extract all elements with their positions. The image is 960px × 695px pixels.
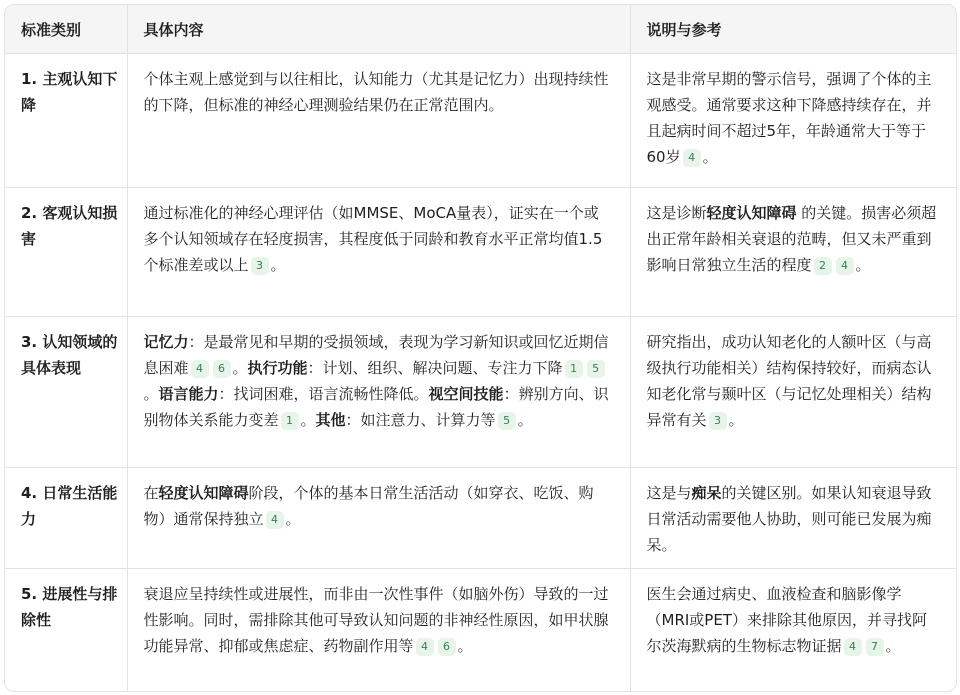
row-content: 衰退应呈持续性或进展性，而非由一次性事件（如脑外伤）导致的一过性影响。同时，需排除其他可导致认知问题的非神经性原因，如甲状腺功能异常、抑郁或焦虑症、药物副作用等 4 6 。 xyxy=(127,569,630,691)
citation-badge[interactable]: 3 xyxy=(251,257,269,275)
citation-badge[interactable]: 1 xyxy=(565,360,583,378)
citation-badge[interactable]: 6 xyxy=(438,638,456,656)
row-note: 这是诊断轻度认知障碍 的关键。损害必须超出正常年龄相关衰退的范畴，但又未严重到影响日常独立生活的程度 2 4 。 xyxy=(630,188,956,317)
bold-term: 其他 xyxy=(315,411,346,429)
row-content: 通过标准化的神经心理评估（如MMSE、MoCA量表），证实在一个或多个认知领域存在轻度损害，其程度低于同龄和教育水平正常均值1.5个标准差或以上 3 。 xyxy=(127,188,630,317)
table-row xyxy=(5,54,956,188)
row-note: 医生会通过病史、血液检查和脑影像学（MRI或PET）来排除其他原因，并寻找阿尔茨海默病的生物标志物证据 4 7 。 xyxy=(630,569,956,691)
row-category: 3. 认知领域的具体表现 xyxy=(5,317,127,468)
row-content: 在轻度认知障碍阶段，个体的基本日常生活活动（如穿衣、吃饭、购物）通常保持独立 4 。 xyxy=(127,468,630,569)
citation-badge[interactable]: 4 xyxy=(191,360,209,378)
criteria-table-container xyxy=(4,4,957,692)
bold-term: 视空间技能 xyxy=(428,385,504,403)
row-content: 记忆力：是最常见和早期的受损领域，表现为学习新知识或回忆近期信息困难 4 6 。执行功能：计划、组织、解决问题、专注力下降 1 5。语言能力：找词困难，语言流畅性降低。视空间技能：辨别方向、识别物体关系能力变差 1 。其他：如注意力、计算力等 5 。 xyxy=(127,317,630,468)
header-content: 具体内容 xyxy=(127,5,630,54)
row-content: 个体主观上感觉到与以往相比，认知能力（尤其是记忆力）出现持续性的下降，但标准的神经心理测验结果仍在正常范围内。 xyxy=(127,54,630,188)
citation-badge[interactable]: 7 xyxy=(866,638,884,656)
bold-term: 轻度认知障碍 xyxy=(706,204,797,222)
citation-badge[interactable]: 4 xyxy=(266,511,284,529)
citation-badge[interactable]: 1 xyxy=(281,412,299,430)
criteria-table xyxy=(5,5,956,691)
row-note: 这是与痴呆的关键区别。如果认知衰退导致日常活动需要他人协助，则可能已发展为痴呆。 xyxy=(630,468,956,569)
table-header-row xyxy=(5,5,956,54)
citation-badge[interactable]: 6 xyxy=(213,360,231,378)
header-note: 说明与参考 xyxy=(630,5,956,54)
bold-term: 记忆力 xyxy=(143,333,189,351)
row-category: 2. 客观认知损害 xyxy=(5,188,127,317)
bold-term: 痴呆 xyxy=(691,484,722,502)
table-row xyxy=(5,569,956,691)
table-row xyxy=(5,317,956,468)
table-row xyxy=(5,188,956,317)
row-category: 5. 进展性与排除性 xyxy=(21,585,118,629)
row-note: 这是非常早期的警示信号，强调了个体的主观感受。通常要求这种下降感持续存在，并且起病时间不超过5年，年龄通常大于等于60岁 4 。 xyxy=(630,54,956,188)
bold-term: 语言能力 xyxy=(158,385,219,403)
citation-badge[interactable]: 4 xyxy=(683,149,701,167)
citation-badge[interactable]: 2 xyxy=(814,257,832,275)
header-category: 标准类别 xyxy=(5,5,127,54)
citation-badge[interactable]: 4 xyxy=(844,638,862,656)
row-note: 研究指出，成功认知老化的人额叶区（与高级执行功能相关）结构保持较好，而病态认知老化常与颞叶区（与记忆处理相关）结构异常有关 3 。 xyxy=(630,317,956,468)
table-row xyxy=(5,468,956,569)
bold-term: 执行功能 xyxy=(247,359,308,377)
row-category: 1. 主观认知下降 xyxy=(5,54,127,188)
citation-badge[interactable]: 4 xyxy=(836,257,854,275)
citation-badge[interactable]: 3 xyxy=(709,412,727,430)
citation-badge[interactable]: 4 xyxy=(416,638,434,656)
citation-badge[interactable]: 5 xyxy=(498,412,516,430)
bold-term: 轻度认知障碍 xyxy=(158,484,249,502)
citation-badge[interactable]: 5 xyxy=(587,360,605,378)
row-category: 4. 日常生活能力 xyxy=(5,468,127,569)
